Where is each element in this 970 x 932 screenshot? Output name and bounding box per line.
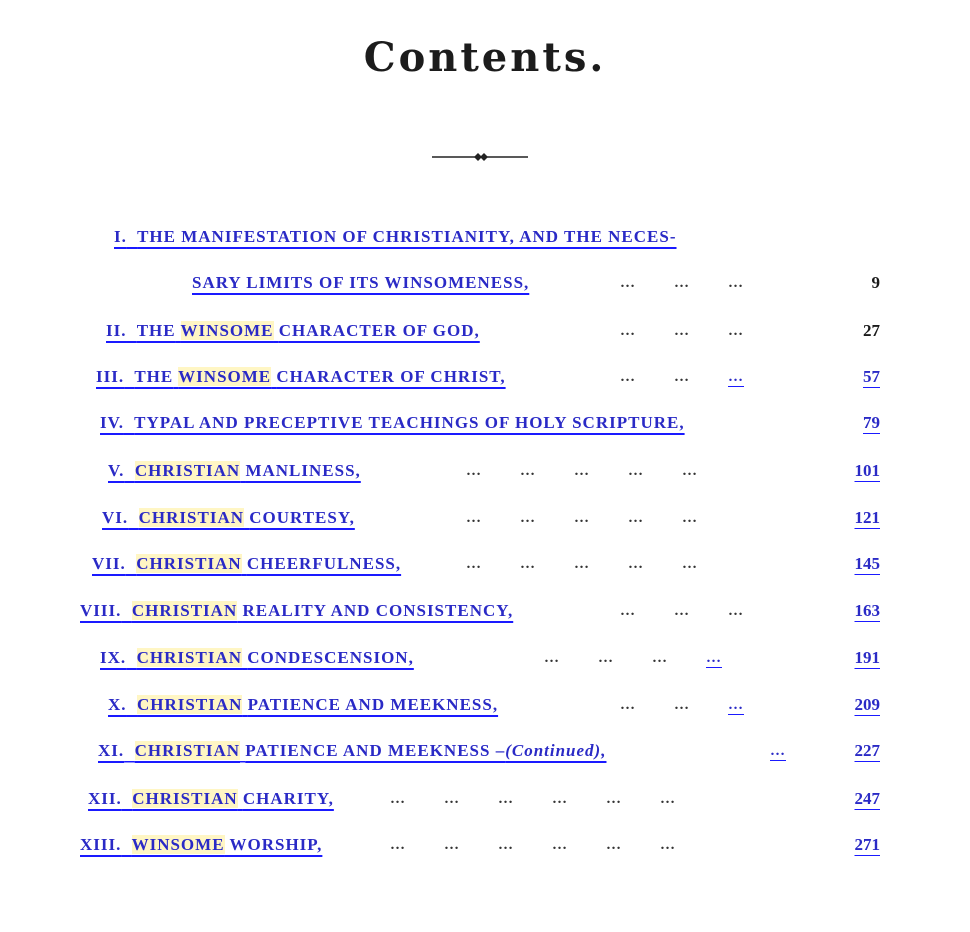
page-title: Contents.	[363, 34, 607, 81]
leader-dots: … … …	[620, 603, 744, 619]
leader-dots: … … …	[620, 323, 744, 339]
toc-entry-7[interactable]: VII. CHRISTIAN CHEERFULNESS,	[92, 554, 402, 573]
page-link[interactable]: 247	[854, 789, 880, 808]
page-link[interactable]: 145	[854, 554, 880, 573]
toc-entry-13[interactable]: XIII. WINSOME WORSHIP,	[80, 835, 323, 854]
page-link[interactable]: 79	[863, 413, 880, 432]
toc-entry-4[interactable]: IV. TYPAL AND PRECEPTIVE TEACHINGS OF HOLY SCRIPTURE,	[100, 413, 685, 432]
toc-entry-8[interactable]: VIII. CHRISTIAN REALITY AND CONSISTENCY,	[80, 601, 514, 620]
toc-entry-6[interactable]: VI. CHRISTIAN COURTESY,	[102, 508, 355, 527]
page-link[interactable]: 227	[854, 741, 880, 760]
leader-dots[interactable]: …	[770, 743, 786, 759]
toc-entry-5[interactable]: V. CHRISTIAN MANLINESS,	[108, 461, 361, 480]
leader-dots: … … …	[620, 275, 744, 291]
leader-dots: … … … …	[544, 650, 722, 666]
leader-dots: … … … … … …	[390, 837, 676, 853]
page-number: 9	[871, 273, 880, 292]
toc-entry-9[interactable]: IX. CHRISTIAN CONDESCENSION,	[100, 648, 414, 667]
leader-dots: … … … … …	[466, 556, 698, 572]
leader-dots: … … … … … …	[390, 791, 676, 807]
page-link[interactable]: 101	[854, 461, 880, 480]
toc-entry-3[interactable]: III. THE WINSOME CHARACTER OF CHRIST,	[96, 367, 506, 386]
page-link[interactable]: 191	[854, 648, 880, 667]
leader-dots: … … …	[620, 369, 744, 385]
page-link[interactable]: 209	[854, 695, 880, 714]
toc-entry-12[interactable]: XII. CHRISTIAN CHARITY,	[88, 789, 334, 808]
leader-dots: … … … … …	[466, 510, 698, 526]
toc-entry-1[interactable]: I. THE MANIFESTATION OF CHRISTIANITY, AND THE NECES-	[114, 227, 677, 246]
toc-entry-11[interactable]: XI. CHRISTIAN PATIENCE AND MEEKNESS –(Continued),	[98, 741, 607, 760]
page-link[interactable]: 271	[854, 835, 880, 854]
page-link[interactable]: 57	[863, 367, 880, 386]
toc-entry-1-cont[interactable]: SARY LIMITS OF ITS WINSOMENESS,	[192, 273, 530, 292]
page-link[interactable]: 121	[854, 508, 880, 527]
ornament-divider-icon	[432, 150, 528, 164]
leader-dots: … … …	[620, 697, 744, 713]
toc-entry-2[interactable]: II. THE WINSOME CHARACTER OF GOD,	[106, 321, 480, 340]
toc-entry-10[interactable]: X. CHRISTIAN PATIENCE AND MEEKNESS,	[108, 695, 499, 714]
page-link[interactable]: 163	[854, 601, 880, 620]
leader-dots: … … … … …	[466, 463, 698, 479]
page-number: 27	[863, 321, 880, 340]
